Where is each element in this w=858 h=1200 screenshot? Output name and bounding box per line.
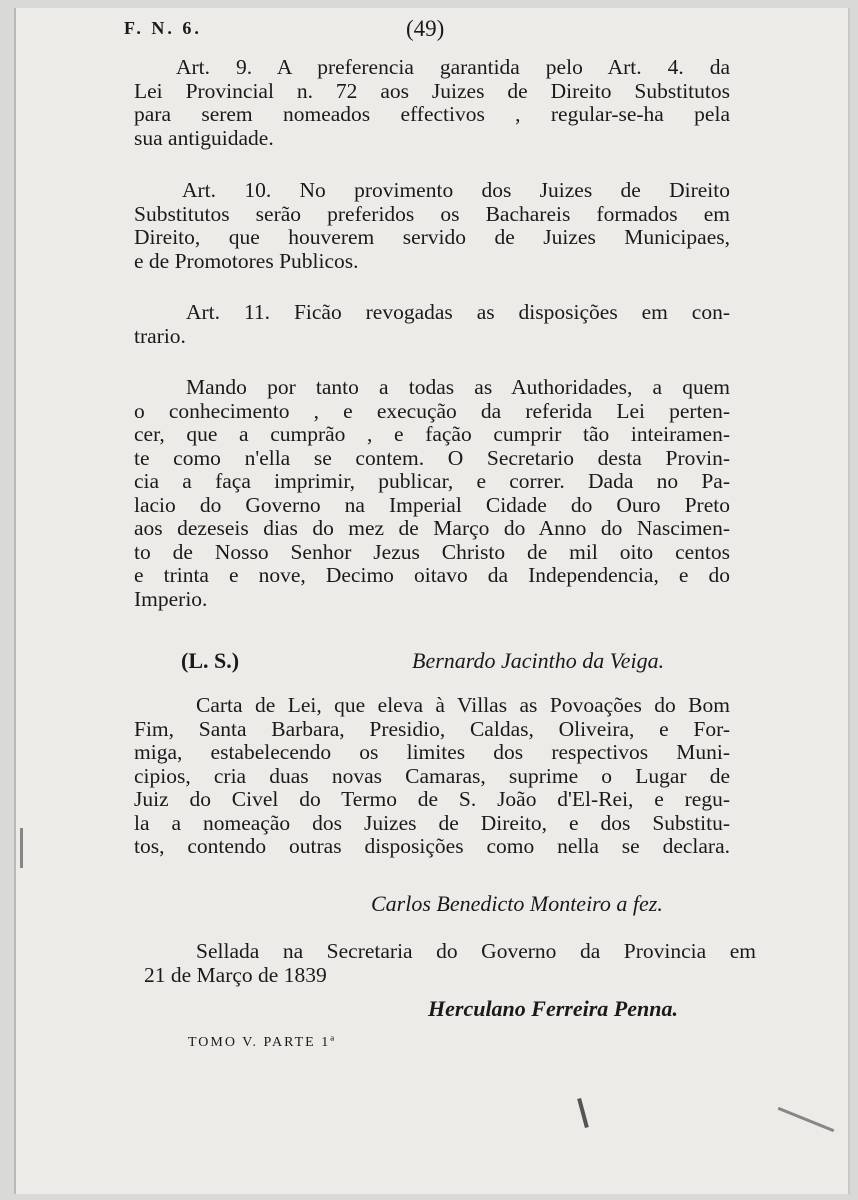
text-line: e de Promotores Publicos. (134, 248, 359, 273)
author-credit: Carlos Benedicto Monteiro a fez. (371, 891, 663, 916)
signatory-name: Bernardo Jacintho da Veiga. (412, 648, 665, 673)
promulgation-paragraph (134, 376, 730, 611)
seal-mark: (L. S.) (181, 648, 240, 673)
sealing-note (144, 940, 756, 987)
text-line: Art. 10. No provimento dos Juizes de Direito (182, 178, 730, 202)
carta-de-lei-summary (134, 694, 730, 859)
margin-mark (20, 828, 23, 868)
text-line: te como n'ella se contem. O Secretario desta Provin- (134, 445, 730, 470)
text-line: Substitutos serão preferidos os Bachareis formados em (134, 201, 730, 226)
text-line: o conhecimento , e execução da referida Lei perten- (134, 398, 730, 423)
ink-smudge (577, 1098, 589, 1128)
printer-signature: F. N. 6. (124, 18, 202, 38)
text-line: miga, estabelecendo os limites dos respectivos Muni- (134, 740, 730, 764)
article-10 (134, 179, 730, 273)
article-11 (134, 301, 730, 348)
text-line: trario. (134, 323, 186, 348)
text-line: Art. 11. Ficão revogadas as disposições em con- (186, 300, 730, 324)
text-line: Carta de Lei, que eleva à Villas as Povoações do Bom (196, 693, 730, 717)
text-line: cia a faça imprimir, publicar, e correr. Dada no Pa- (134, 469, 730, 493)
ink-smudge (778, 1107, 835, 1132)
volume-footer: TOMO V. PARTE 1ª (188, 1035, 337, 1050)
text-line: Lei Provincial n. 72 aos Juizes de Direito Substitutos (134, 78, 730, 103)
text-line: lacio do Governo na Imperial Cidade do Ouro Preto (134, 492, 730, 517)
page-number: (49) (406, 16, 445, 41)
text-line: sua antiguidade. (134, 125, 274, 150)
text-line: cipios, cria duas novas Camaras, suprime o Lugar de (134, 763, 730, 788)
article-9 (134, 56, 730, 150)
text-line: to de Nosso Senhor Jezus Christo de mil oito centos (134, 539, 730, 564)
text-line: Fim, Santa Barbara, Presidio, Caldas, Oliveira, e For- (134, 716, 730, 741)
text-line: cer, que a cumprão , e fação cumprir tão inteiramen- (134, 422, 730, 446)
text-line: Imperio. (134, 586, 208, 611)
text-line: la a nomeação dos Juizes de Direito, e dos Substitu- (134, 810, 730, 835)
page-header (16, 16, 848, 48)
text-line: Direito, que houverem servido de Juizes Municipaes, (134, 225, 730, 249)
text-line: aos dezeseis dias do mez de Março do Anno do Nascimen- (134, 516, 730, 540)
text-line: 21 de Março de 1839 (144, 962, 327, 987)
text-line: para serem nomeados effectivos , regular-se-ha pela (134, 102, 730, 126)
text-line: Juiz do Civel do Termo de S. João d'El-Rei, e regu- (134, 787, 730, 811)
registrar-name: Herculano Ferreira Penna. (428, 996, 678, 1021)
text-line: Sellada na Secretaria do Governo da Provincia em (196, 939, 756, 963)
text-line: tos, contendo outras disposições como nella se declara. (134, 834, 730, 858)
text-line: Mando por tanto a todas as Authoridades, a quem (186, 375, 730, 399)
text-line: e trinta e nove, Decimo oitavo da Independencia, e do (134, 563, 730, 587)
book-page (14, 8, 850, 1194)
text-line: Art. 9. A preferencia garantida pelo Art. 4. da (176, 55, 730, 79)
